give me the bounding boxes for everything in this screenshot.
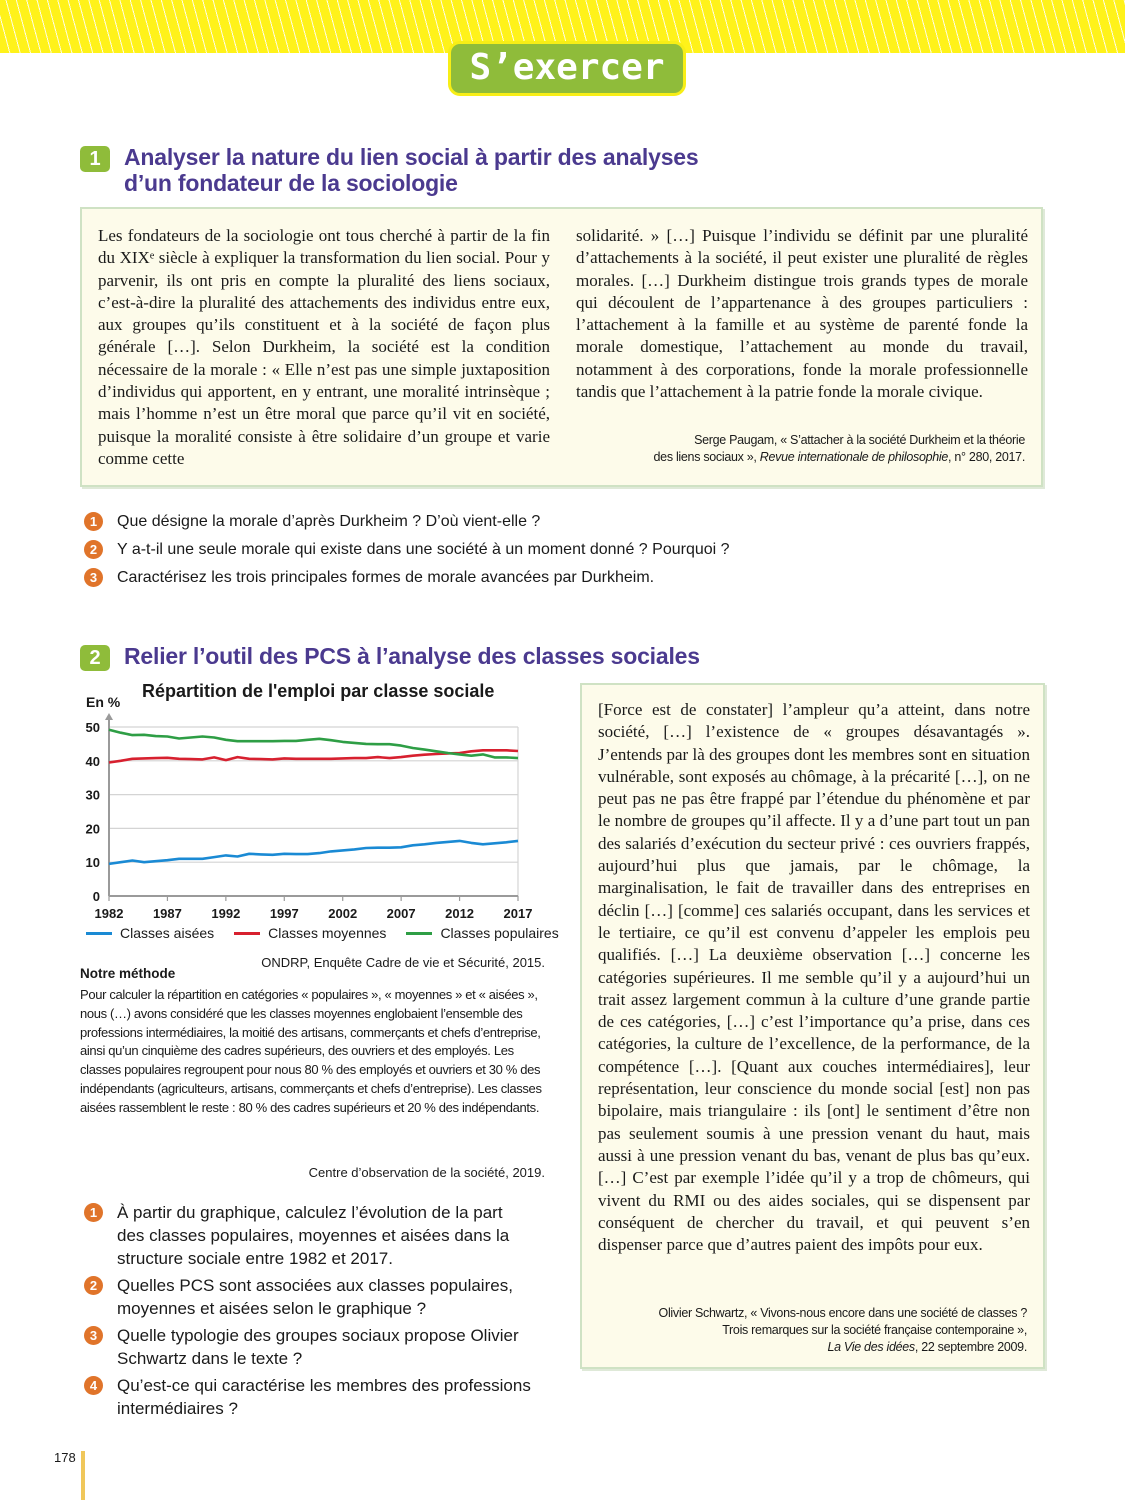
exercise-1-number-badge: 1: [80, 146, 110, 172]
legend-item-aisees: Classes aisées: [86, 925, 214, 941]
exercise-2-heading: [80, 643, 700, 671]
svg-text:2017: 2017: [503, 906, 533, 921]
chart-source: ONDRP, Enquête Cadre de vie et Sécurité, 2015.: [261, 955, 545, 970]
question-number-badge: 1: [84, 512, 103, 531]
question-item: 4 Qu’est-ce qui caractérise les membres des professions intermédiaires ?: [84, 1374, 534, 1420]
section-title: S’exercer: [448, 41, 686, 96]
svg-text:0: 0: [92, 889, 100, 904]
question-number-badge: 2: [84, 540, 103, 559]
chart-legend: [86, 925, 579, 941]
method-heading: Notre méthode: [80, 966, 176, 981]
method-source: Centre d’observation de la société, 2019.: [308, 1165, 545, 1180]
svg-text:30: 30: [85, 787, 100, 803]
page-marker-bar: [81, 1451, 85, 1500]
legend-item-populaires: Classes populaires: [406, 925, 558, 941]
legend-swatch-green: [406, 932, 432, 935]
svg-text:1992: 1992: [211, 906, 241, 921]
exercise-2-title: Relier l’outil des PCS à l’analyse des classes sociales: [124, 643, 700, 669]
document-citation: Olivier Schwartz, « Vivons-nous encore dans une société de classes ? Trois remarques sur la société française contemporaine », La Vie des idées, 22 septembre 2009.: [658, 1306, 1027, 1354]
svg-text:50: 50: [85, 720, 100, 735]
svg-text:2002: 2002: [328, 906, 358, 921]
line-chart: [80, 710, 550, 925]
chart-tick-labels: [86, 720, 533, 921]
method-text: Pour calculer la répartition en catégories « populaires », « moyennes » et « aisées », nous (…) avons considéré que les classes moyennes englobaient l’ensemble des professions intermédiaires, la moitié des artisans, commerçants et chefs d’entreprise, ainsi qu’un cinquième des cadres supérieurs, des ouvriers et des employés. Les classes populaires regroupent pour nous 80 % des employés et ouvriers et 30 % des indépendants (agriculteurs, artisans, commerçants et chefs d’entreprise). Les classes aisées rassemblent le reste : 80 % des cadres supérieurs et 20 % des indépendants.: [80, 987, 542, 1115]
svg-text:2012: 2012: [445, 906, 475, 921]
exercise-1-questions: [84, 510, 804, 589]
svg-text:1982: 1982: [94, 906, 124, 921]
chart-axes: [105, 713, 518, 901]
question-number-badge: 4: [84, 1376, 103, 1395]
document-text: [Force est de constater] l’ampleur qu’a atteint, dans notre société, […] l’existence de « groupes désavantagés ». J’entends par là des groupes dont les membres sont en situation vulnérable, sont exposés au chômage, à la précarité […], on ne peut pas ne pas être frappé par l’étendue du phénomène et par le nombre de groupes qu’il affecte. Il y a d’une part tout un pan des salariés d’exécution du secteur privé : ces ouvriers frappés, aujourd’hui plus que jamais, par le chômage, la marginalisation, le fait de travailler dans des entreprises en déclin […] [comme] ces salariés occupant, dans les services et le tertiaire, ce qu’il est convenu d’appeler les emplois peu qualifiés. […] La deuxième observation […] concerne les catégories supérieures. Il me semble qu’il y a aujourd’hui un trait assez largement commun à la culture d’une grande partie de ces catégories, […] c’est l’importance qu’a prise, dans ces catégories, la culture de l’excellence, de la performance, de la compétence […]. [Quant aux couches intermédiaires], leur représentation, leur conscience du monde social [est] non pas bipolaire, mais triangulaire : ils [ont] le sentiment d’être non pas seulement soumis à une pression venant du haut, mais aussi à une pression venant du bas, venant de plus bas qu’eux. […] C’est par exemple l’idée qu’il y a trop de chômeurs, qui vivent du RMI ou des aides sociales, qui se dispensent par conséquent de chercher du travail, et qui peuvent s’en dispenser parce que d’autres paient des impôts pour eux.: [598, 700, 1030, 1255]
exercise-1-document: [80, 207, 1043, 487]
legend-swatch-blue: [86, 932, 112, 935]
svg-text:2007: 2007: [386, 906, 416, 921]
question-item: 2 Quelles PCS sont associées aux classes populaires, moyennes et aisées selon le graphique ?: [84, 1274, 534, 1320]
svg-text:10: 10: [85, 855, 100, 871]
question-item: 3 Quelle typologie des groupes sociaux propose Olivier Schwartz dans le texte ?: [84, 1324, 534, 1370]
page-number: 178: [54, 1450, 76, 1465]
question-number-badge: 1: [84, 1203, 103, 1222]
svg-text:1987: 1987: [152, 906, 182, 921]
svg-text:40: 40: [85, 753, 100, 769]
chart-title: Répartition de l'emploi par classe sociale: [142, 681, 495, 701]
question-item: 1 À partir du graphique, calculez l’évolution de la part des classes populaires, moyennes et aisées dans la structure sociale entre 1982 et 2017.: [84, 1201, 534, 1270]
question-item: 1 Que désigne la morale d’après Durkheim ? D’où vient-elle ?: [84, 510, 804, 533]
legend-item-moyennes: Classes moyennes: [234, 925, 386, 941]
question-item: 2 Y a-t-il une seule morale qui existe dans une société à un moment donné ? Pourquoi ?: [84, 538, 804, 561]
exercise-2-questions: [84, 1201, 534, 1420]
exercise-2-number-badge: 2: [80, 645, 110, 671]
document-text-column-1: Les fondateurs de la sociologie ont tous cherché à partir de la fin du XIXᵉ siècle à expliquer la transformation du lien social. Pour y parvenir, ils ont pris en compte la pluralité des liens sociaux, c’est-à-dire la pluralité des attachements des individus entre eux, aux groupes qu’ils constituent et à la société de façon plus générale […]. Selon Durkheim, la société est la condition nécessaire de la morale : « Elle n’est pas une simple juxtaposition d’individus qui apportent, en y entrant, une moralité intrinsèque ; mais l’homme n’est un être moral que parce qu’il vit en société, puisque la moralité consiste à être solidaire d’un groupe et varie comme cette: [98, 226, 550, 468]
question-number-badge: 3: [84, 568, 103, 587]
legend-swatch-red: [234, 932, 260, 935]
chart-y-unit: En %: [86, 694, 121, 710]
series-line: [109, 841, 518, 864]
chart-series: [109, 730, 518, 864]
svg-text:20: 20: [85, 821, 100, 837]
exercise-1-title: Analyser la nature du lien social à partir des analyses d’un fondateur de la sociologie: [124, 144, 699, 196]
document-citation: Serge Paugam, « S’attacher à la société Durkheim et la théorie des liens sociaux », Revue internationale de philosophie, n° 280, 2017.: [653, 433, 1025, 464]
svg-text:1997: 1997: [269, 906, 299, 921]
question-number-badge: 2: [84, 1276, 103, 1295]
question-item: 3 Caractérisez les trois principales formes de morale avancées par Durkheim.: [84, 566, 804, 589]
exercise-2-document: [580, 683, 1045, 1369]
document-text-column-2: solidarité. » […] Puisque l’individu se définit par une pluralité d’attachements à la société, il peut exister une pluralité de règles morales. […] Durkheim distingue trois grands types de morale qui découlent de l’appartenance à des groupes particuliers : l’attachement à la famille et au système de parenté fonde la morale domestique, l’attachement au monde du travail, notamment à des corporations, fonde la morale professionnelle tandis que l’attachement à la patrie fonde la morale civique.: [576, 226, 1028, 402]
series-line: [109, 730, 518, 758]
exercise-1-heading: [80, 144, 698, 196]
question-number-badge: 3: [84, 1326, 103, 1345]
